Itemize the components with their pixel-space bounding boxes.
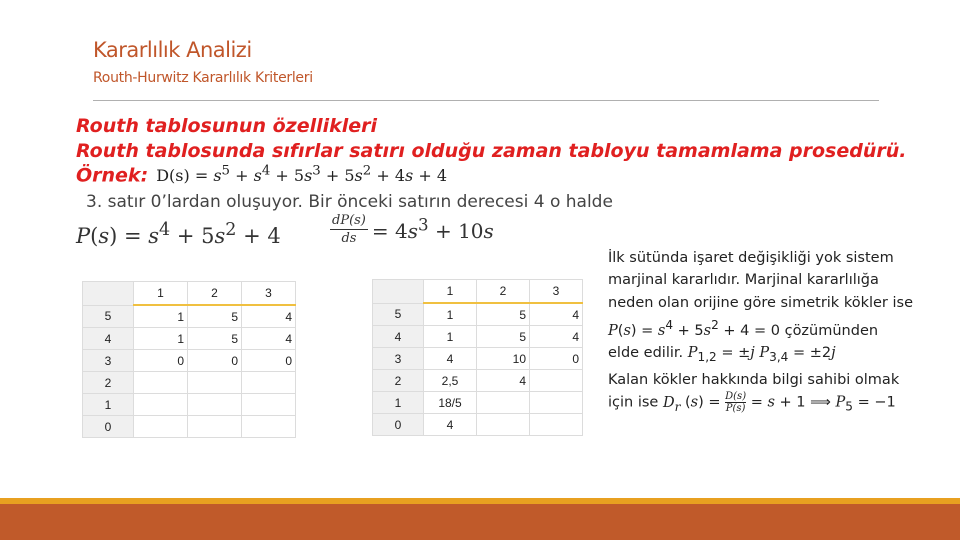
routh-table-initial (82, 281, 296, 438)
slide-title: Kararlılık Analizi (93, 38, 252, 62)
table-row: 4 1 5 4 (83, 328, 296, 350)
explanation-line: Kalan kökler hakkında bilgi sahibi olmak (608, 371, 900, 388)
title-divider (93, 100, 879, 101)
explanation-line: neden olan orijine göre simetrik kökler ise (608, 294, 913, 311)
table-row: 5 1 5 4 (373, 303, 583, 326)
explanation-line: elde edilir. $P_{1,2} = \pm j$ $P_{3,4} = \pm 2j$ (608, 345, 836, 365)
table-row: 0 4 (373, 414, 583, 436)
table-row: 3 0 0 0 (83, 350, 296, 372)
auxiliary-polynomial: $P(s) = s^4 + 5s^2 + 4$ (76, 220, 281, 248)
table-row-auxiliary: 3 4 10 0 (373, 348, 583, 370)
auxiliary-derivative: $\frac{dP(s)}{ds}$ = $4s^3 + 10s$ (332, 213, 494, 246)
table-row: 5 1 5 4 (83, 305, 296, 328)
example-line (76, 164, 447, 186)
table-row: 1 (83, 394, 296, 416)
table-row: 1 18/5 (373, 392, 583, 414)
explanation-line: $P(s) = s^4 + 5s^2 + 4 = 0$ çözümünden (608, 318, 879, 340)
table-row: 2 2,5 4 (373, 370, 583, 392)
table-row: 4 1 5 4 (373, 326, 583, 348)
table-row: 2 (83, 372, 296, 394)
heading-procedure: Routh tablosunda sıfırlar satırı olduğu zaman tabloyu tamamlama prosedürü. (76, 140, 907, 162)
routh-table-completed (372, 279, 583, 436)
footer-bar (0, 504, 960, 540)
heading-properties: Routh tablosunun özellikleri (76, 115, 378, 137)
explanation-text (608, 247, 938, 418)
column-header: 2 (477, 280, 530, 304)
slide-subtitle: Routh-Hurwitz Kararlılık Kriterleri (93, 70, 313, 86)
column-header: 1 (424, 280, 477, 304)
explanation-line: marjinal kararlıdır. Marjinal kararlılığa (608, 272, 879, 289)
column-header: 3 (530, 280, 583, 304)
characteristic-equation: $D(s) = s^5 + s^4 + 5s^3 + 5s^2 + 4s + 4$ (156, 164, 447, 186)
column-header: 1 (134, 282, 188, 306)
row3-note: 3. satır 0’lardan oluşuyor. Bir önceki satırın derecesi 4 o halde (86, 192, 613, 212)
column-header: 2 (188, 282, 242, 306)
column-header: 3 (242, 282, 296, 306)
table-row: 0 (83, 416, 296, 438)
explanation-line: için ise $D_r$ (s) = $\frac{D(s)}{P(s)}$ = s + 1 ⟹ $P_5 = -1$ (608, 391, 896, 415)
explanation-line: İlk sütünda işaret değişikliği yok sistem (608, 250, 894, 266)
example-label: Örnek: (76, 164, 149, 187)
